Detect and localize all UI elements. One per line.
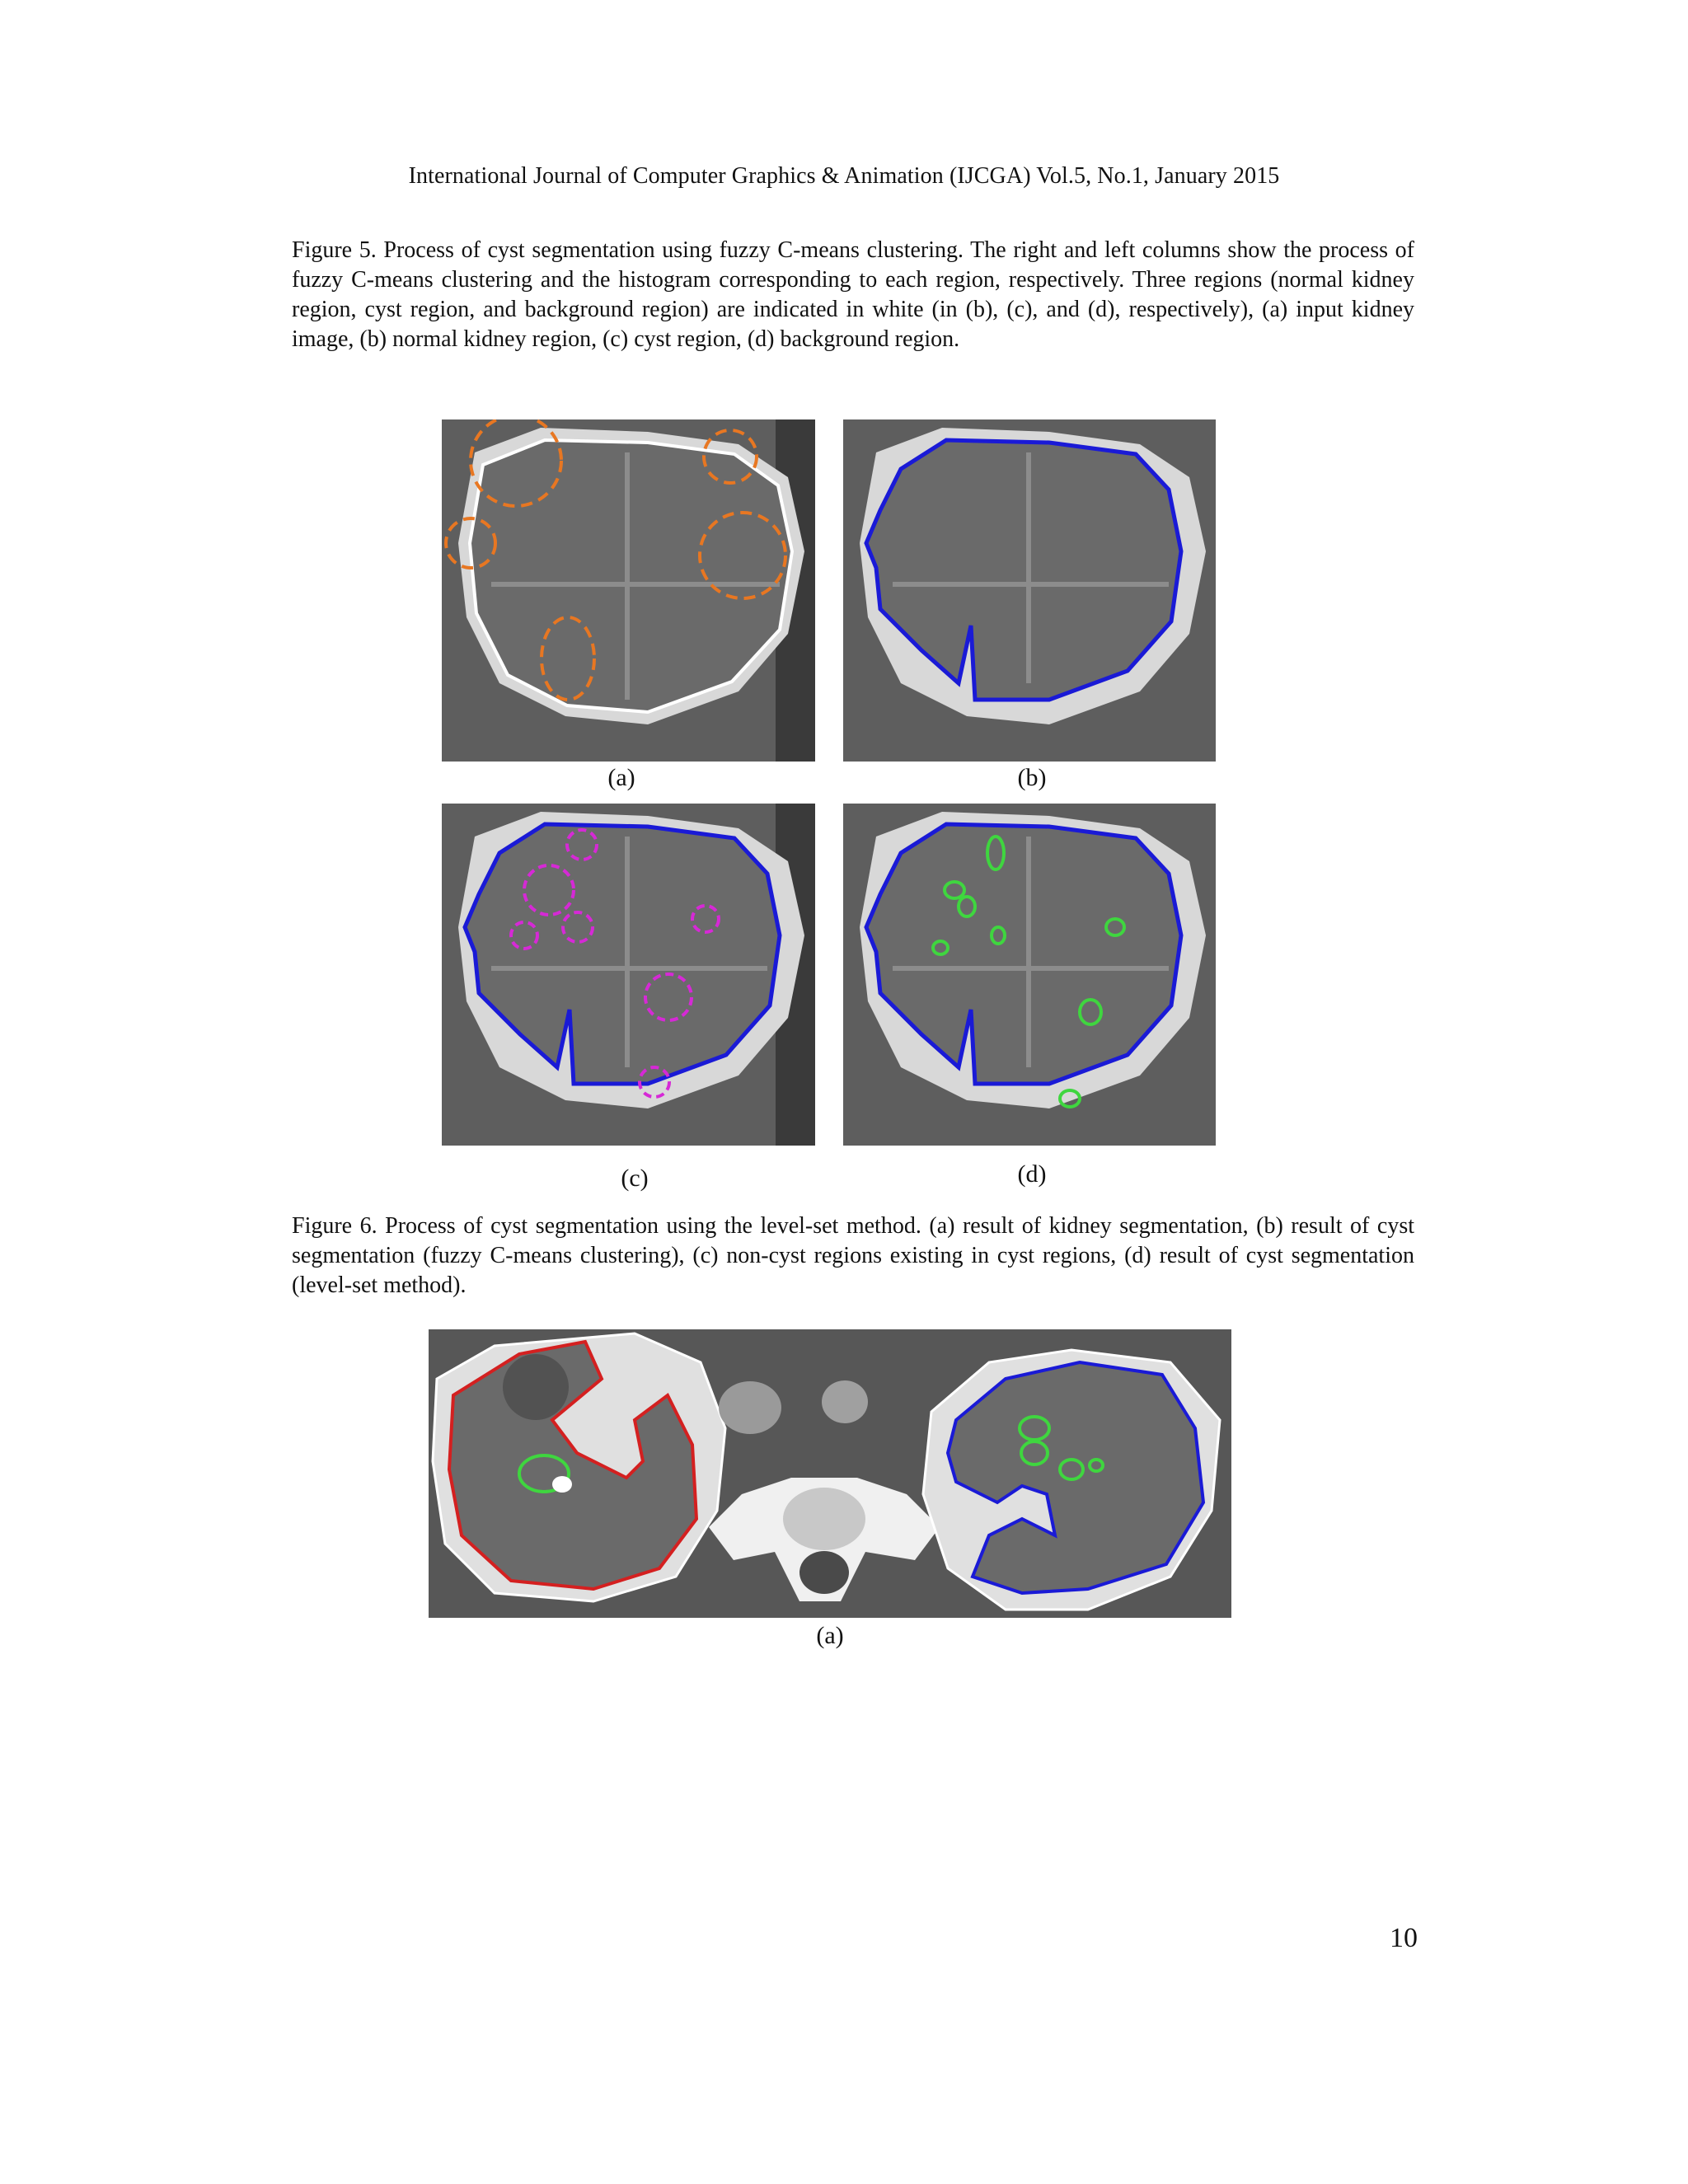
figure-6a-label: (a) — [816, 1622, 844, 1649]
figure-6a-image — [429, 1329, 1231, 1618]
figure-5c-image — [442, 804, 815, 1146]
figure-5c-label: (c) — [621, 1165, 649, 1192]
figure-5d-label: (d) — [1017, 1160, 1047, 1188]
page-number: 10 — [1390, 1923, 1418, 1953]
figure-5d-image — [843, 804, 1216, 1146]
figure-5a-image — [442, 419, 815, 762]
figure-5b-image — [843, 419, 1216, 762]
figure-5a-label: (a) — [607, 764, 635, 791]
running-header: International Journal of Computer Graphics & Animation (IJCGA) Vol.5, No.1, January 2015 — [408, 163, 1280, 189]
figure-5-caption: Figure 5. Process of cyst segmentation using fuzzy C-means clustering. The right and left columns show the process of fuzzy C-means clustering and the histogram corresponding to each region, respectively. Three regions (normal kidney region, cyst region, and background region) are indicated in white (in (b), (c), and (d), respectively), (a) input kidney image, (b) normal kidney region, (c) cyst region, (d) background region. — [292, 237, 1414, 352]
figure-5b-label: (b) — [1017, 764, 1047, 791]
figure-6-caption: Figure 6. Process of cyst segmentation using the level-set method. (a) result of kidney segmentation, (b) result of cyst segmentation (fuzzy C-means clustering), (c) non-cyst regions existing in cyst regions, (d) result of cyst segmentation (level-set method). — [292, 1213, 1414, 1298]
